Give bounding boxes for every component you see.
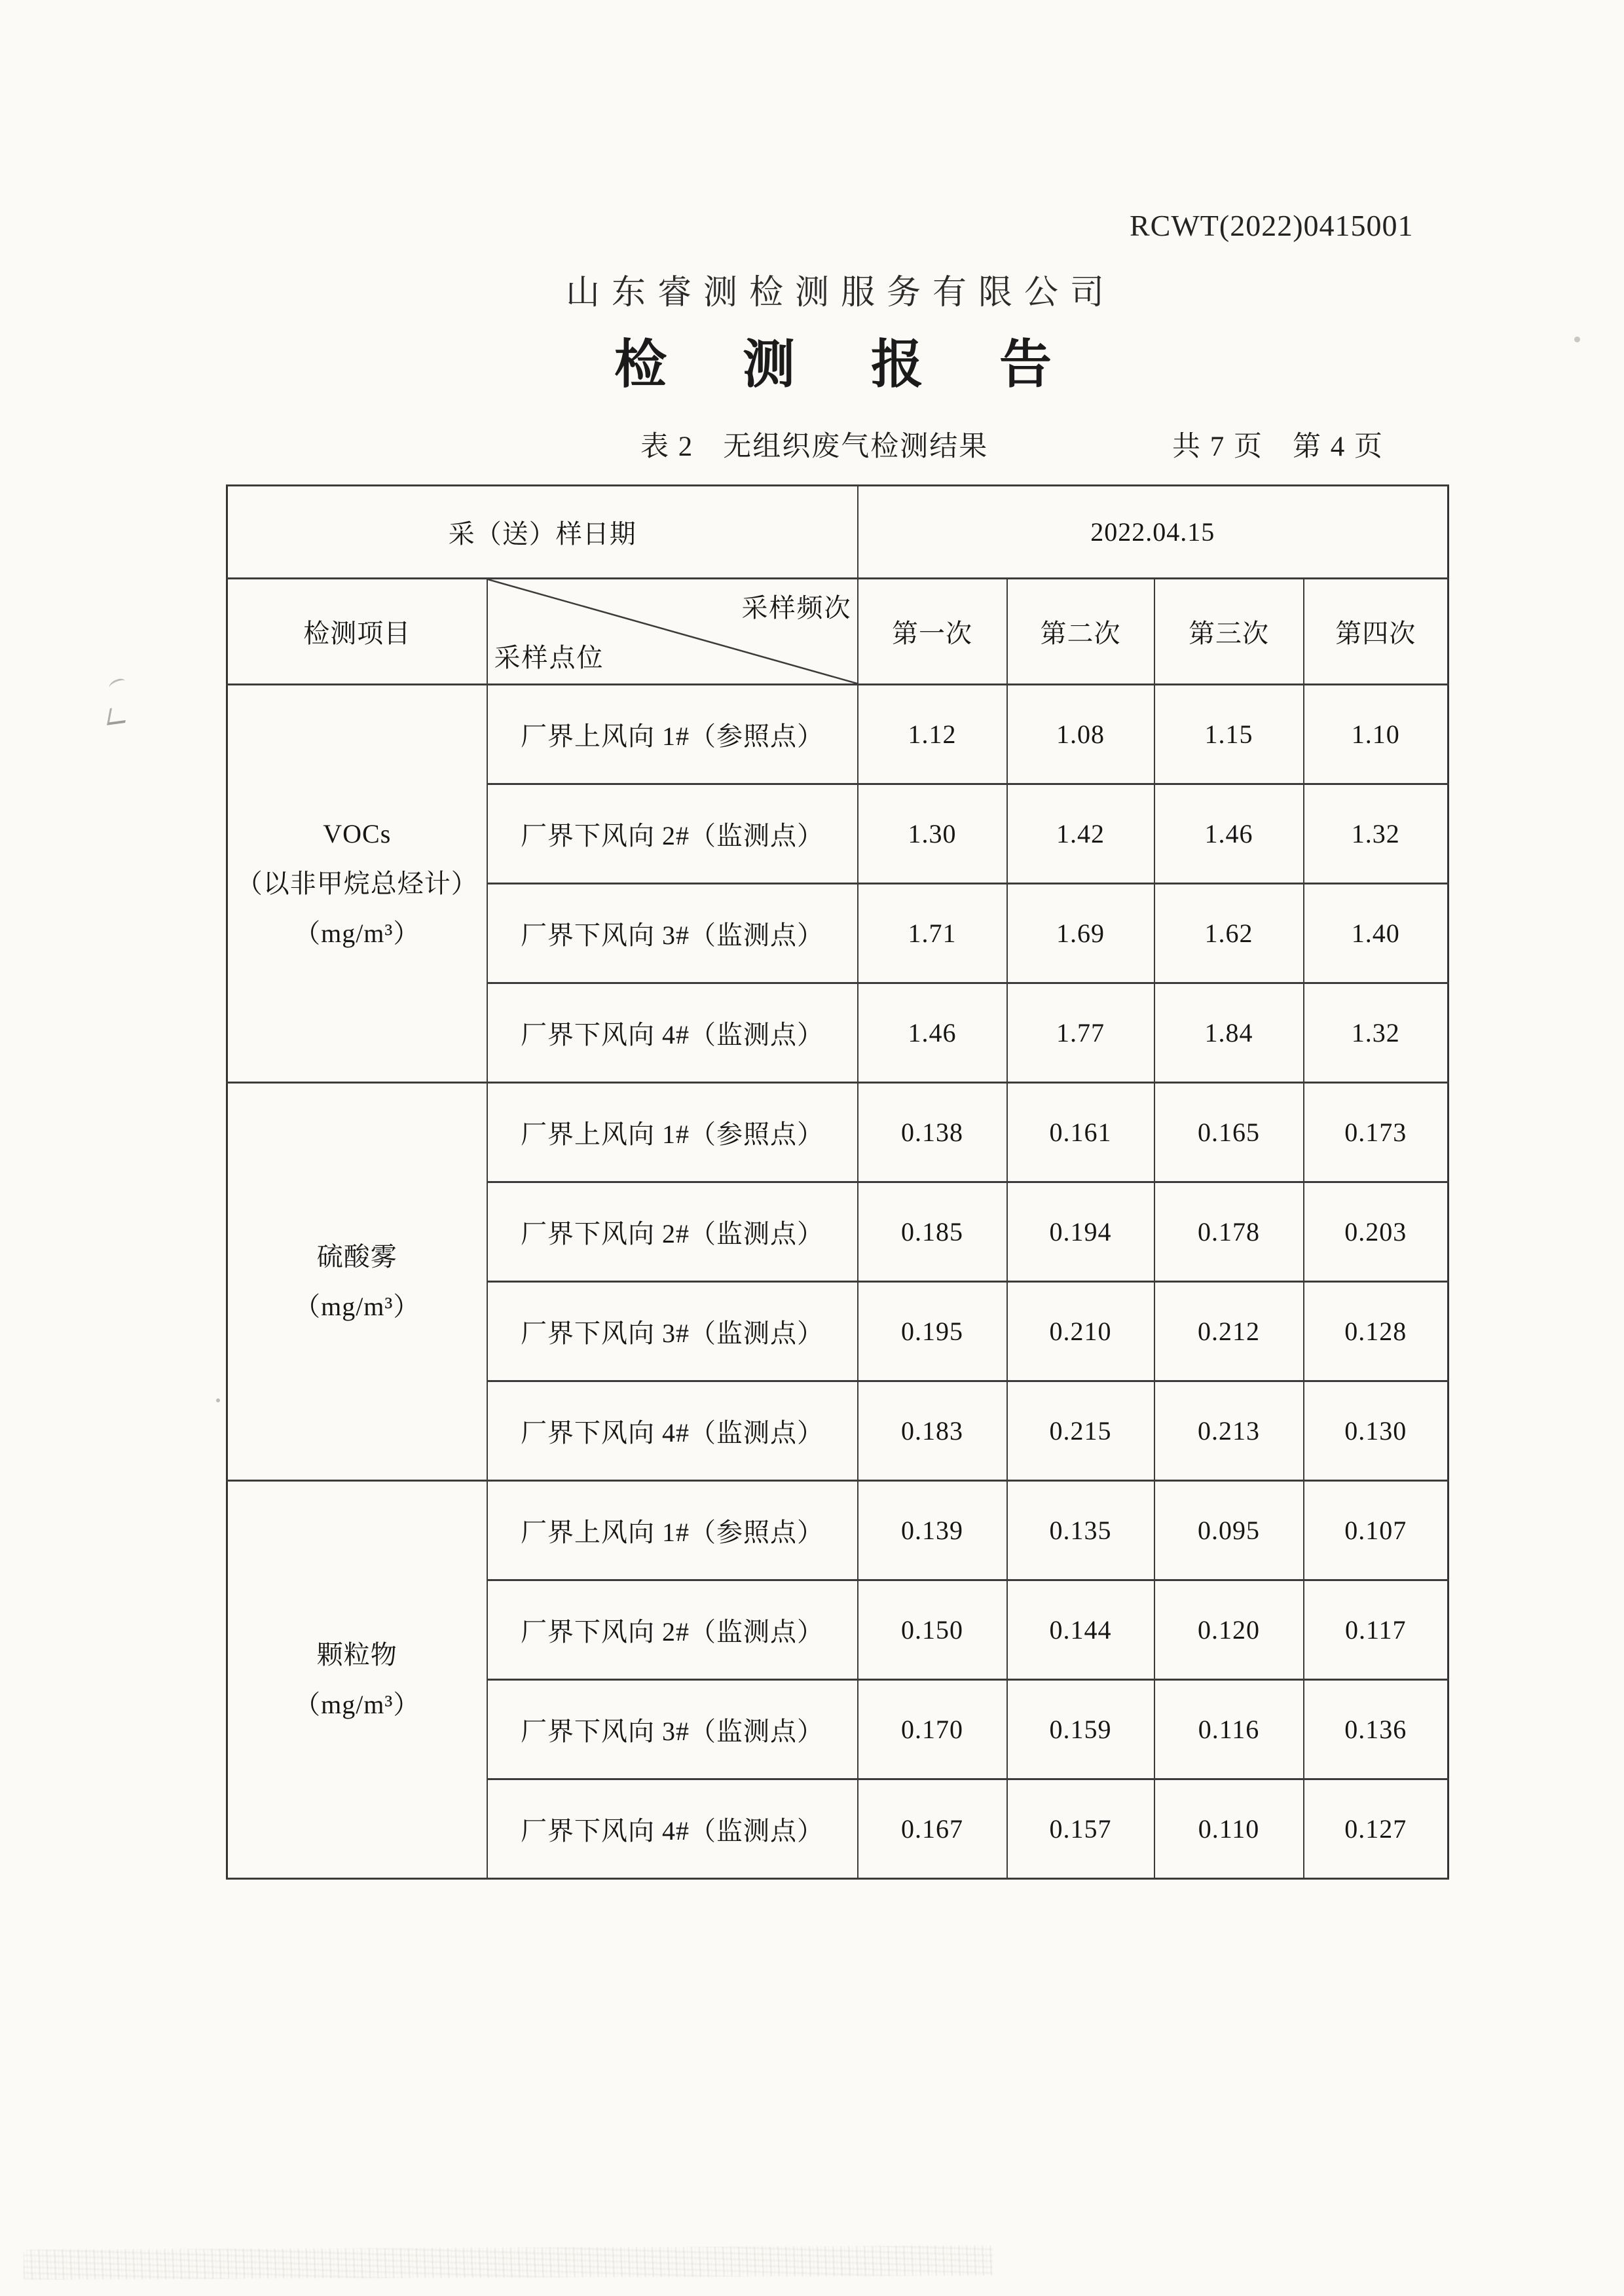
- result-cell: 0.161: [1007, 1083, 1154, 1182]
- result-cell: 1.32: [1304, 983, 1449, 1083]
- scan-artifact-pen-mark: [107, 677, 126, 691]
- sampling-point-label: 厂界下风向 2#（监测点）: [487, 1580, 858, 1680]
- sampling-date-label: 采（送）样日期: [227, 486, 858, 579]
- result-cell: 0.215: [1007, 1381, 1154, 1481]
- result-cell: 1.42: [1007, 784, 1154, 884]
- result-cell: 0.095: [1154, 1481, 1304, 1580]
- result-cell: 0.178: [1154, 1182, 1304, 1282]
- parameter-label-particulate-matter: [227, 1481, 487, 1879]
- scan-artifact-pen-mark: [107, 706, 128, 725]
- parameter-unit: （mg/m³）: [294, 1291, 420, 1321]
- sampling-point-label: 厂界下风向 2#（监测点）: [487, 1182, 858, 1282]
- result-cell: 0.135: [1007, 1481, 1154, 1580]
- result-cell: 0.170: [858, 1680, 1007, 1779]
- column-header-run3: 第三次: [1154, 579, 1304, 685]
- result-cell: 1.46: [858, 983, 1007, 1083]
- table-header-row: [227, 579, 1449, 685]
- result-cell: 0.213: [1154, 1381, 1304, 1481]
- sampling-point-label: 厂界上风向 1#（参照点）: [487, 1481, 858, 1580]
- result-cell: 0.210: [1007, 1282, 1154, 1381]
- sampling-point-label: 厂界上风向 1#（参照点）: [487, 685, 858, 784]
- result-cell: 1.71: [858, 884, 1007, 983]
- parameter-unit: （mg/m³）: [294, 918, 420, 948]
- result-cell: 0.120: [1154, 1580, 1304, 1680]
- result-cell: 0.165: [1154, 1083, 1304, 1182]
- sampling-point-label: 厂界上风向 1#（参照点）: [487, 1083, 858, 1182]
- scan-artifact-bottom-noise: [24, 2246, 993, 2280]
- result-cell: 0.136: [1304, 1680, 1449, 1779]
- result-cell: 0.167: [858, 1779, 1007, 1879]
- result-cell: 1.12: [858, 685, 1007, 784]
- company-name: 山东睿测检测服务有限公司: [565, 274, 1116, 312]
- parameter-label-vocs: [227, 685, 487, 1083]
- parameter-name: 颗粒物: [316, 1639, 397, 1669]
- parameter-name: 硫酸雾: [316, 1241, 397, 1271]
- sampling-point-label: 厂界下风向 3#（监测点）: [487, 884, 858, 983]
- result-cell: 1.30: [858, 784, 1007, 884]
- result-cell: 0.183: [858, 1381, 1007, 1481]
- result-cell: 0.173: [1304, 1083, 1449, 1182]
- sampling-point-label: 厂界下风向 3#（监测点）: [487, 1282, 858, 1381]
- result-cell: 0.117: [1304, 1580, 1449, 1680]
- page-indicator: 共 7 页 第 4 页: [1172, 431, 1384, 462]
- parameter-label-sulfuric-acid-mist: [227, 1083, 487, 1481]
- result-cell: 0.116: [1154, 1680, 1304, 1779]
- table-row: [227, 1083, 1449, 1182]
- parameter-unit: （mg/m³）: [294, 1689, 420, 1719]
- results-table: [226, 484, 1449, 1880]
- result-cell: 0.203: [1304, 1182, 1449, 1282]
- parameter-name: VOCs: [323, 818, 392, 848]
- result-cell: 1.40: [1304, 884, 1449, 983]
- table-row: [227, 685, 1449, 784]
- result-cell: 1.84: [1154, 983, 1304, 1083]
- table-row: [227, 1481, 1449, 1580]
- report-number: RCWT(2022)0415001: [1130, 209, 1414, 242]
- result-cell: 0.150: [858, 1580, 1007, 1680]
- result-cell: 1.10: [1304, 685, 1449, 784]
- result-cell: 0.157: [1007, 1779, 1154, 1879]
- scan-artifact-speck: [1574, 337, 1580, 342]
- result-cell: 0.185: [858, 1182, 1007, 1282]
- result-cell: 1.77: [1007, 983, 1154, 1083]
- result-cell: 0.194: [1007, 1182, 1154, 1282]
- sampling-point-label: 厂界下风向 2#（监测点）: [487, 784, 858, 884]
- sampling-point-label: 厂界下风向 4#（监测点）: [487, 1779, 858, 1879]
- column-header-frequency: 采样频次: [741, 593, 852, 623]
- result-cell: 0.139: [858, 1481, 1007, 1580]
- result-cell: 0.110: [1154, 1779, 1304, 1879]
- sampling-point-label: 厂界下风向 4#（监测点）: [487, 1381, 858, 1481]
- result-cell: 0.195: [858, 1282, 1007, 1381]
- column-header-run1: 第一次: [858, 579, 1007, 685]
- column-header-run4: 第四次: [1304, 579, 1449, 685]
- column-header-run2: 第二次: [1007, 579, 1154, 685]
- result-cell: 0.212: [1154, 1282, 1304, 1381]
- result-cell: 1.46: [1154, 784, 1304, 884]
- report-title: 检 测 报 告: [614, 337, 1083, 394]
- result-cell: 1.15: [1154, 685, 1304, 784]
- table-row: [227, 486, 1449, 579]
- sampling-point-label: 厂界下风向 4#（监测点）: [487, 983, 858, 1083]
- diagonal-header-cell: [487, 579, 858, 685]
- result-cell: 0.107: [1304, 1481, 1449, 1580]
- result-cell: 0.130: [1304, 1381, 1449, 1481]
- parameter-note: （以非甲烷总烃计）: [236, 868, 478, 898]
- table-caption: 表 2 无组织废气检测结果: [640, 431, 989, 462]
- result-cell: 0.138: [858, 1083, 1007, 1182]
- scan-artifact-speck: [216, 1398, 220, 1402]
- result-cell: 0.127: [1304, 1779, 1449, 1879]
- result-cell: 1.69: [1007, 884, 1154, 983]
- result-cell: 0.128: [1304, 1282, 1449, 1381]
- result-cell: 1.62: [1154, 884, 1304, 983]
- sampling-date-value: 2022.04.15: [858, 486, 1449, 579]
- result-cell: 0.144: [1007, 1580, 1154, 1680]
- result-cell: 1.32: [1304, 784, 1449, 884]
- result-cell: 0.159: [1007, 1680, 1154, 1779]
- result-cell: 1.08: [1007, 685, 1154, 784]
- column-header-sampling-point: 采样点位: [494, 643, 604, 672]
- column-header-item: 检测项目: [227, 579, 487, 685]
- sampling-point-label: 厂界下风向 3#（监测点）: [487, 1680, 858, 1779]
